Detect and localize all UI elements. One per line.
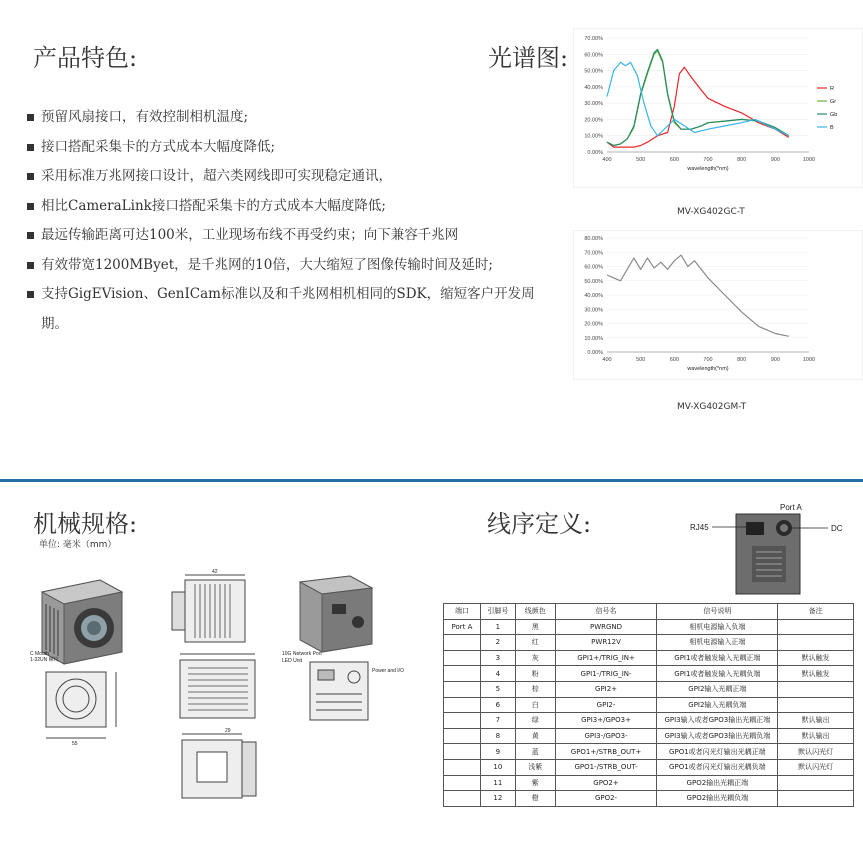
cell-color: 黑 <box>515 619 555 635</box>
table-row <box>444 791 854 807</box>
cell-color: 蓝 <box>515 744 555 760</box>
cell-pin: 5 <box>480 681 515 697</box>
table-row <box>444 744 854 760</box>
chart-frame <box>573 28 863 188</box>
cell-pin: 7 <box>480 713 515 729</box>
cell-color: 红 <box>515 635 555 651</box>
list-item: 支持GigEVision、GenICam标准以及和千兆网相机相同的SDK，缩短客户开发周期。 <box>27 280 547 339</box>
table-row <box>444 650 854 666</box>
cell-signal: PWR12V <box>555 635 657 651</box>
x-axis-title: wavelength(*nm) <box>687 166 729 172</box>
port-a-label: Port A <box>780 503 802 512</box>
cell-pin: 9 <box>480 744 515 760</box>
y-tick-label: 20.00% <box>584 321 603 328</box>
camera-back-photo <box>300 576 372 652</box>
cell-note: 默认闪光灯 <box>778 744 854 760</box>
cell-signal: GPI2+ <box>555 681 657 697</box>
unit-label: 单位: 毫米（mm） <box>39 540 117 550</box>
cell-signal: GPI3-/GPO3- <box>555 728 657 744</box>
cell-port <box>444 744 481 760</box>
table-row <box>444 681 854 697</box>
spectrum-title: 光谱图: <box>488 44 569 72</box>
x-tick-label: 400 <box>602 157 612 163</box>
cell-signal: GPI1+/TRIG_IN+ <box>555 650 657 666</box>
mono-spectrum-chart <box>573 230 863 380</box>
cell-port: Port A <box>444 619 481 635</box>
table-row <box>444 697 854 713</box>
cell-signal: GPI3+/GPO3+ <box>555 713 657 729</box>
legend-label: R <box>830 86 834 92</box>
y-tick-label: 40.00% <box>584 84 603 91</box>
cell-note: 默认触发 <box>778 666 854 682</box>
y-tick-label: 60.00% <box>584 264 603 271</box>
cell-signal: GPO2+ <box>555 775 657 791</box>
y-tick-label: 80.00% <box>584 236 603 242</box>
side-view-drawing <box>172 575 245 642</box>
cell-pin: 3 <box>480 650 515 666</box>
cell-description: GPO1或者闪光灯输出光耦正端 <box>657 744 778 760</box>
depth-dimension: 42 <box>212 569 218 575</box>
x-axis-title: wavelength(*nm) <box>687 366 729 372</box>
table-row <box>444 713 854 729</box>
y-tick-label: 70.00% <box>584 36 603 42</box>
x-tick-label: 800 <box>737 157 747 163</box>
header-pin: 引脚号 <box>480 604 515 620</box>
cell-description: GPI2输入光耦正端 <box>657 681 778 697</box>
cell-signal: GPO2- <box>555 791 657 807</box>
list-item: 采用标准万兆网接口设计，超六类网线即可实现稳定通讯， <box>27 162 547 192</box>
top-view-drawing <box>180 654 255 718</box>
cell-note <box>778 697 854 713</box>
pin-definition-table <box>443 603 854 807</box>
legend-label: B <box>830 125 834 131</box>
cell-pin: 2 <box>480 635 515 651</box>
width-dimension: 55 <box>72 741 78 747</box>
cell-note: 默认触发 <box>778 650 854 666</box>
y-tick-label: 60.00% <box>584 52 603 59</box>
port-a-diagram <box>690 500 863 600</box>
c-mount-sub-label: 1-32UN 螺纹 <box>30 657 59 663</box>
cell-description: 相机电源输入负端 <box>657 619 778 635</box>
led-unit-label: LED Unit <box>282 658 303 664</box>
y-tick-label: 30.00% <box>584 307 603 314</box>
features-title: 产品特色: <box>33 44 138 72</box>
cell-description: GPI2输入光耦负端 <box>657 697 778 713</box>
cell-note: 默认输出 <box>778 728 854 744</box>
list-item: 预留风扇接口，有效控制相机温度; <box>27 103 547 133</box>
x-tick-label: 1000 <box>802 357 816 363</box>
y-tick-label: 20.00% <box>584 117 603 124</box>
x-tick-label: 600 <box>669 157 679 163</box>
chart-caption-color: MV-XG402GC-T <box>677 207 745 217</box>
cell-note: 默认闪光灯 <box>778 759 854 775</box>
cell-port <box>444 635 481 651</box>
list-item: 最远传输距离可达100米，工业现场布线不再受约束；向下兼容千兆网 <box>27 221 547 251</box>
cell-pin: 1 <box>480 619 515 635</box>
bottom-view-drawing <box>182 734 256 798</box>
table-row <box>444 619 854 635</box>
y-tick-label: 70.00% <box>584 250 603 257</box>
color-spectrum-chart <box>573 28 863 188</box>
mechanical-drawings <box>20 560 450 810</box>
y-tick-label: 0.00% <box>587 350 603 356</box>
cell-port <box>444 697 481 713</box>
y-tick-label: 10.00% <box>584 133 603 140</box>
x-tick-label: 700 <box>703 157 713 163</box>
table-row <box>444 728 854 744</box>
cell-color: 橙 <box>515 791 555 807</box>
y-tick-label: 50.00% <box>584 278 603 285</box>
x-tick-label: 700 <box>703 357 713 363</box>
header-port: 端口 <box>444 604 481 620</box>
table-row <box>444 635 854 651</box>
cell-color: 紫 <box>515 775 555 791</box>
header-note: 备注 <box>778 604 854 620</box>
y-tick-label: 50.00% <box>584 68 603 75</box>
cell-pin: 4 <box>480 666 515 682</box>
list-item: 相比CameraLink接口搭配采集卡的方式成本大幅度降低; <box>27 192 547 222</box>
cell-port <box>444 759 481 775</box>
cell-color: 灰 <box>515 650 555 666</box>
cell-note: 默认输出 <box>778 713 854 729</box>
wiring-title: 线序定义: <box>487 510 592 538</box>
rear-dimension: 29 <box>225 728 231 734</box>
cell-color: 浅紫 <box>515 759 555 775</box>
cell-signal: GPI2- <box>555 697 657 713</box>
x-tick-label: 400 <box>602 357 612 363</box>
cell-pin: 8 <box>480 728 515 744</box>
cell-signal: PWRGND <box>555 619 657 635</box>
cell-port <box>444 681 481 697</box>
cell-color: 绿 <box>515 713 555 729</box>
camera-front-photo <box>42 580 122 664</box>
c-mount-label: C Mouth <box>30 651 49 657</box>
x-tick-label: 600 <box>669 357 679 363</box>
dc-label: DC <box>831 524 843 533</box>
section-divider <box>0 479 863 482</box>
x-tick-label: 500 <box>636 157 646 163</box>
cell-note <box>778 635 854 651</box>
cell-signal: GPO1+/STRB_OUT+ <box>555 744 657 760</box>
cell-note <box>778 681 854 697</box>
cell-description: GPO1或者闪光灯输出光耦负端 <box>657 759 778 775</box>
cell-color: 棕 <box>515 681 555 697</box>
cell-port <box>444 775 481 791</box>
y-tick-label: 10.00% <box>584 335 603 342</box>
cell-description: GPI1或者触发输入光耦负端 <box>657 666 778 682</box>
cell-description: GPI3输入或者GPO3输出光耦正端 <box>657 713 778 729</box>
legend-label: Gb <box>830 112 838 118</box>
cell-pin: 12 <box>480 791 515 807</box>
cell-port <box>444 728 481 744</box>
cell-color: 白 <box>515 697 555 713</box>
list-item: 有效带宽1200MByet，是千兆网的10倍，大大缩短了图像传输时间及延时; <box>27 251 547 281</box>
y-tick-label: 0.00% <box>587 150 603 156</box>
cell-color: 粉 <box>515 666 555 682</box>
legend-label: Gr <box>830 99 837 105</box>
x-tick-label: 900 <box>770 357 780 363</box>
cell-note <box>778 791 854 807</box>
table-row <box>444 666 854 682</box>
table-header-row <box>444 604 854 620</box>
chart-caption-mono: MV-XG402GM-T <box>677 402 747 412</box>
cell-description: GPI3输入或者GPO3输出光耦负端 <box>657 728 778 744</box>
header-signal: 信号名 <box>555 604 657 620</box>
cell-port <box>444 666 481 682</box>
cell-port <box>444 650 481 666</box>
cell-pin: 6 <box>480 697 515 713</box>
x-tick-label: 800 <box>737 357 747 363</box>
cell-description: GPI1或者触发输入光耦正端 <box>657 650 778 666</box>
cell-color: 黄 <box>515 728 555 744</box>
x-tick-label: 900 <box>770 157 780 163</box>
cell-note <box>778 619 854 635</box>
y-tick-label: 40.00% <box>584 293 603 299</box>
cell-signal: GPO1-/STRB_OUT- <box>555 759 657 775</box>
mechanical-title: 机械规格: <box>33 510 138 538</box>
network-port-label: 10G Network Port <box>282 651 322 657</box>
cell-description: GPO2输出光耦负端 <box>657 791 778 807</box>
x-tick-label: 1000 <box>802 157 816 163</box>
table-row <box>444 759 854 775</box>
power-io-label: Power and I/O <box>372 668 404 674</box>
cell-description: GPO2输出光耦正端 <box>657 775 778 791</box>
cell-pin: 11 <box>480 775 515 791</box>
header-color: 线颜色 <box>515 604 555 620</box>
cell-description: 相机电源输入正端 <box>657 635 778 651</box>
cell-signal: GPI1-/TRIG_IN- <box>555 666 657 682</box>
y-tick-label: 30.00% <box>584 101 603 108</box>
x-tick-label: 500 <box>636 357 646 363</box>
cell-port <box>444 791 481 807</box>
feature-list <box>27 103 547 339</box>
header-description: 信号说明 <box>657 604 778 620</box>
cell-port <box>444 713 481 729</box>
table-row <box>444 775 854 791</box>
rj45-label: RJ45 <box>690 523 709 532</box>
list-item: 接口搭配采集卡的方式成本大幅度降低; <box>27 133 547 163</box>
front-view-drawing <box>46 672 116 738</box>
cell-note <box>778 775 854 791</box>
back-view-drawing <box>310 662 368 720</box>
cell-pin: 10 <box>480 759 515 775</box>
